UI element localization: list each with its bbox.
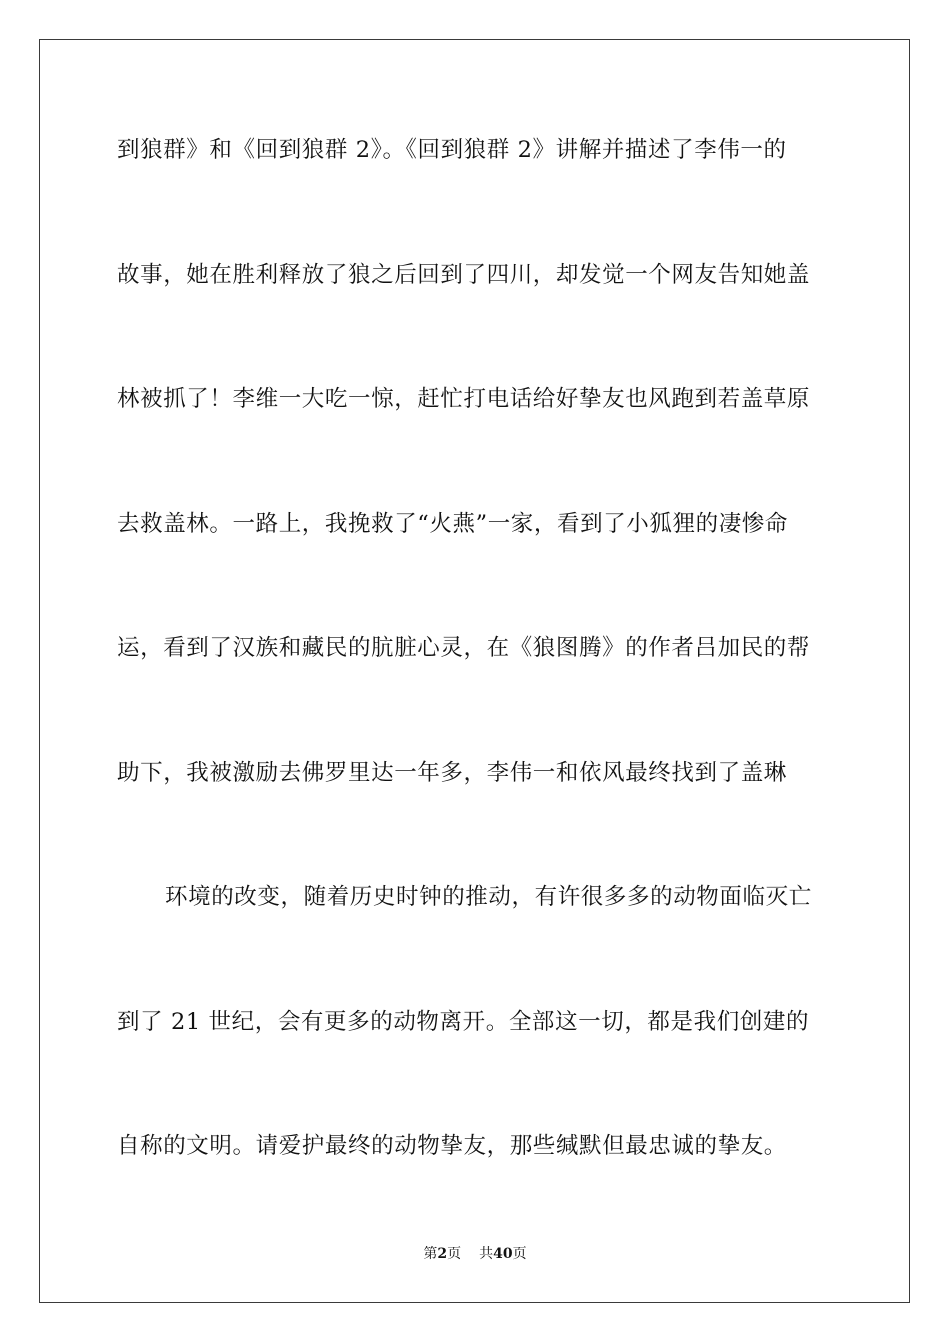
body-line-6: 助下，我被激励去佛罗里达一年多，李伟一和依风最终找到了盖琳 bbox=[117, 760, 787, 786]
footer-total-pages: 40 bbox=[493, 1246, 513, 1262]
body-line-8: 到了 21 世纪，会有更多的动物离开。全部这一切，都是我们创建的 bbox=[117, 1009, 810, 1035]
body-line-1: 到狼群》和《回到狼群 2》。《回到狼群 2》讲解并描述了李伟一的 bbox=[117, 137, 787, 163]
footer-page-prefix: 第 bbox=[423, 1246, 438, 1262]
footer-page-suffix: 页 bbox=[447, 1246, 462, 1262]
footer-total-suffix: 页 bbox=[512, 1246, 527, 1262]
footer-total-prefix: 共 bbox=[479, 1246, 494, 1262]
footer-page-number: 2 bbox=[437, 1246, 448, 1262]
body-line-9: 自称的文明。请爱护最终的动物挚友，那些缄默但最忠诚的挚友。 bbox=[117, 1133, 787, 1159]
body-line-2: 故事，她在胜利释放了狼之后回到了四川，却发觉一个网友告知她盖 bbox=[117, 262, 811, 288]
body-line-7-paragraph-start: 环境的改变，随着历史时钟的推动，有许很多多的动物面临灭亡 bbox=[165, 884, 812, 910]
body-line-3: 林被抓了！李维一大吃一惊，赶忙打电话给好挚友也风跑到若盖草原 bbox=[117, 386, 811, 412]
page-border bbox=[39, 39, 910, 1303]
page-footer bbox=[0, 1244, 950, 1264]
body-line-5: 运，看到了汉族和藏民的肮脏心灵，在《狼图腾》的作者吕加民的帮 bbox=[117, 635, 811, 661]
body-line-4: 去救盖林。一路上，我挽救了“火燕”一家，看到了小狐狸的凄惨命 bbox=[117, 511, 789, 537]
